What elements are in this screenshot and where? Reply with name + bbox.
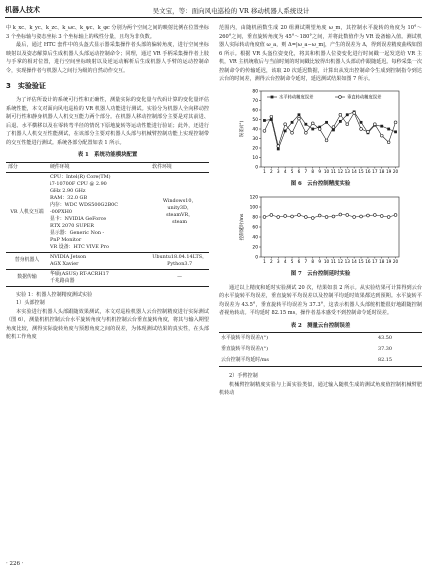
x-tick-label: 4 [283,259,286,264]
data-point [311,121,314,124]
y-tick-label: 80 [251,89,258,95]
paragraph: 本实验进行机器人头部跟随效果测试，本文对巡检机器人云台控制精度进行实际测试（图 6），测量机机控制云台水平旋转角度与机机控制云台垂直旋转角度，将其与输入期望角度比较，测得实际旋转角度与预想角度之间的误差，为体现测试结果的真实性，在头部舵机工作角度 [6,308,209,340]
x-tick-label: 6 [297,168,300,174]
error-table [219,332,422,367]
data-point [283,215,286,218]
table-row [6,252,209,269]
x-tick-label: 16 [364,259,371,264]
cell-line: steam [172,219,188,225]
y-tick-label: 40 [251,127,258,133]
data-point [318,127,321,130]
y-tick-label: 120 [249,195,258,201]
data-point [359,120,362,123]
left-column [6,24,209,342]
table-cell [48,269,150,286]
cell-line: 显卡：NVIDIA GeForce [50,215,107,222]
data-point [290,120,293,123]
data-point [345,113,348,116]
paragraph: 最后，通过 HTC 套件中的头盔式显示器采集操作者头部的偏转角度，进行空间坐标映射以及姿态解算后生成机器人头部运动控制命令；同理，通过 VR 手柄采集操作者上肢与手掌的相对位置，进行空间坐标映射以及逆运动解析后生成机器人手臂的运动控制命令，实现操作者与机器人之间行为级的自然动作交互。 [6,42,209,74]
cell-line: RTX 2070 SUPER [50,222,94,229]
data-point [373,122,376,125]
table-header: 软件环境 [150,162,209,172]
table-cell: 替身机器人 [6,252,48,269]
paragraph: 机械臂控制精度实验与上面实验类似，通过输入随机生成的测试角度值控制机械臂肥机转动 [219,381,422,396]
cell-line: GHz 2.90 GHz [50,187,86,194]
data-point [263,119,266,122]
data-point [352,111,355,114]
table-caption: 表 1 系统功能模块配置 [77,152,138,158]
plot-frame [261,91,399,167]
data-point [352,216,355,219]
table-row [219,333,422,345]
paragraph: 1）头部控制 [16,300,45,306]
data-point [283,129,286,132]
data-point [338,120,341,123]
data-point [311,127,314,130]
x-tick-label: 3 [276,259,280,264]
x-tick-label: 19 [385,259,391,264]
data-point [380,134,383,137]
data-point [387,140,390,143]
data-point [276,216,279,219]
cell-line: Windows10， [162,198,197,204]
right-column [219,24,422,398]
cell-line: 千兆路由器 [50,277,75,284]
data-point [304,216,307,219]
table-header: 部分 [6,162,48,172]
x-tick-label: 9 [317,259,321,264]
data-point [276,144,279,147]
data-point [276,147,279,150]
cell-line: Ubuntu18.04.14LTS， [152,253,207,260]
x-tick-label: 3 [276,168,280,174]
data-point [263,129,266,132]
data-point [297,214,300,217]
table-caption: 表 2 测量云台控制误差 [290,322,351,329]
data-point [380,215,383,218]
cell-line: AGX Xavier [50,260,79,267]
y-tick-label: 80 [251,215,258,221]
figure-caption: 图 6 云台控制精度实验 [290,180,351,187]
legend-marker [338,95,341,98]
y-tick-label: 40 [251,235,258,241]
data-point [311,217,314,220]
x-tick-label: 14 [350,168,357,174]
data-point [394,214,397,217]
data-point [325,139,328,142]
y-tick-label: 20 [251,146,258,152]
y-tick-label: 10 [251,155,258,161]
plot-frame [261,197,399,257]
running-header [5,3,422,18]
running-title: 吴文宝，等：面向风电巡检的 VR 移动机器人系统设计 [152,6,310,15]
paragraph: 2）手臂控制 [229,373,258,379]
x-tick-label: 18 [378,168,384,174]
y-tick-label: 30 [251,136,258,142]
x-tick-label: 13 [344,168,350,174]
data-point [297,117,300,120]
journal-name: 机器人技术 [5,6,40,14]
cell-line: steamVR， [166,212,194,218]
table-row [6,269,209,286]
legend-marker [270,95,273,98]
data-point [387,127,390,130]
table-header: 硬件环境 [48,162,150,172]
y-tick-label: 50 [251,117,258,123]
paragraph: 实验 1：机器人控制精度测试实验 [16,291,93,298]
x-tick-label: 14 [350,259,357,264]
x-tick-label: 8 [310,259,314,264]
x-tick-label: 9 [317,168,321,174]
x-tick-label: 15 [357,259,364,264]
cell-line: NVIDIA Jetson [50,253,87,260]
figure-caption: 图 7 云台控制延时实验 [290,271,351,277]
data-point [359,215,362,218]
cell-line: 华硕(ASUS) RT-ACRH17 [50,270,109,277]
x-tick-label: 17 [371,259,378,264]
paragraph: 为了评估所设计的系统可行性和正确性，测量实际的变化量与代码计算的变化量评估系统性能，本文对面向风电巡检的 VR 机器人功能进行测试。实验分为机器人全向移动控制可行性和静身机器人人机交互能力两个部分。在机器人移动控制部分主要是对其前进、后退、水平横移以及在零转弯半径的情况下原地旋转等运动性能进行验证；此外，还进行了机器人人机交互性能测试，在该部分主要对机器人头部与机械臂控制功能上实现控制带的交互性能进行测试。系统各部分配置如表 1 所示。 [6,97,209,146]
x-tick-label: 4 [283,168,286,174]
latency-chart [237,193,405,269]
data-point [304,122,307,125]
y-tick-label: 60 [251,108,258,114]
cell-line: Python3.7 [167,260,193,267]
paragraph: 通过以上精度和延时实验测试 20 次，结果如表 2 所示。从实验结果可计算得到云台的水平旋转平均误差，垂直旋转平均误差以及控制平均延时效果都达到预期。水平旋转平均误差为 43.5°，垂直旋转平均误差为 37.3°，这表示机器人头部舵机能很好地跟随控制者视角转动。平均延时 82.15 ms，操作者基本感受不到控制命令延时误差。 [219,284,422,316]
series-line [264,112,395,145]
x-tick-label: 19 [385,168,391,174]
x-tick-label: 5 [290,168,293,174]
x-tick-label: 13 [344,259,350,264]
x-tick-label: 20 [392,259,398,264]
data-point [366,130,369,133]
table-cell: 垂直旋转平均误差/(°) [221,346,269,352]
table-cell [48,252,150,269]
section-heading: 3 实验验证 [6,82,46,90]
table-cell [150,172,209,252]
x-tick-label: 11 [330,168,336,174]
x-tick-label: 10 [323,259,329,264]
table-cell: VR 人机交互端 [6,172,48,252]
y-axis-label: 误差/(°) [239,120,245,137]
cell-line: CPU：Intel(R) Core(TM) [50,173,111,180]
x-tick-label: 2 [269,168,273,174]
data-point [325,216,328,219]
cell-line: -00PXH0 [50,208,73,215]
data-point [394,130,397,133]
y-axis-label: 控制延时/ms [239,213,245,241]
data-point [387,216,390,219]
table-row [219,344,422,355]
data-point [318,214,321,217]
x-tick-label: 7 [304,168,307,174]
table-cell [150,269,209,286]
y-tick-label: 70 [251,98,258,104]
y-tick-label: 100 [249,205,258,211]
x-tick-label: 1 [262,168,266,174]
table-cell [150,252,209,269]
data-point [325,120,328,123]
x-tick-label: 7 [304,259,307,264]
x-tick-label: 5 [290,259,293,264]
accuracy-chart [237,87,405,179]
data-point [269,115,272,118]
x-tick-label: 11 [330,259,336,264]
data-point [338,213,341,216]
data-point [269,214,272,217]
cell-line: 内存：WDC WDS500G2B0C [50,201,119,208]
data-point [332,215,335,218]
cell-line: PnP Monitor [50,236,82,243]
data-point [297,113,300,116]
x-tick-label: 12 [337,259,343,264]
data-point [290,215,293,218]
table-row [219,355,422,367]
data-point [394,120,397,123]
x-tick-label: 15 [357,168,364,174]
table-cell: 水平旋转平均误差/(°) [221,335,269,341]
paragraph: 范围内，由随机函数生成 20 组测试期望角度 ω_m，其控制水平旋转的角度为 10°～260°之间，垂直旋转角度为 45°～180°之间，并将此数值作为 VR 设备输入值。测试机器人实际转动角度值 ω_a，则 Δ=|ω_a−ω_m|，产生的误差为 Δ，得到误差精度曲线如图 6 所示。根据 VR 头盔位姿变化，将其和机器人位姿变化进行时间戳一起发送给 VR 主机，VR 主机统收后与当前时刻的时间戳比较得出机器人头部动作跟随延迟。每秒采集一次控制命令的传输延迟，该取 20 次延迟数据，计算出从发出控制命令生成到控制指令到达云台的时间差，测得云台控制命令延时，延迟测试结果如图 7 所示。 [219,25,422,82]
data-point [283,122,286,125]
x-tick-label: 17 [371,168,378,174]
data-point [359,127,362,130]
data-point [263,216,266,219]
x-tick-label: 18 [378,259,384,264]
x-tick-label: 2 [269,259,273,264]
paragraph: 中 k_xc、k_yc、k_zc、k_ωc、k_ψc、k_φc 分别为两个空间之间的映射比例在位置坐标 3 个坐标轴与姿态坐标 3 个坐标轴上的线性分量，且均为非负数。 [6,25,209,40]
data-point [366,214,369,217]
cell-line: RAM：32.0 GB [50,194,88,201]
x-tick-label: 8 [310,168,314,174]
data-point [332,125,335,128]
page-number: · 226 · [6,561,24,567]
x-tick-label: 6 [297,259,300,264]
data-point [373,214,376,217]
data-point [380,124,383,127]
data-point [338,113,341,116]
legend-label: 垂直转动精度误差 [346,95,381,101]
data-point [290,131,293,134]
cell-line: VR 设备：HTC VIVE Pro [50,243,109,250]
x-tick-label: 10 [323,168,329,174]
table-cell [48,172,150,252]
table-cell: 43.50 [377,335,392,341]
table-cell: 37.30 [377,346,392,352]
legend-label: 水平转动精度误差 [278,95,313,101]
x-tick-label: 16 [364,168,371,174]
cell-line: — [177,274,183,280]
table-cell: 82.15 [377,357,392,363]
data-point [345,214,348,217]
cell-line: unity3D， [167,205,192,211]
y-tick-label: 0 [254,165,258,171]
y-tick-label: 0 [254,255,258,261]
table-cell: 云台控制平均延时/ms [221,357,269,363]
cell-line: i7-10700F CPU @ 2.90 [50,180,107,187]
x-tick-label: 20 [392,168,398,174]
table-cell: 数据传输 [6,269,48,286]
table-row [6,172,209,252]
cell-line: 显示器：Generic Non - [50,229,105,236]
config-table [6,162,209,287]
x-tick-label: 12 [337,168,343,174]
y-tick-label: 60 [251,225,258,231]
data-point [304,131,307,134]
x-tick-label: 1 [262,259,266,264]
data-point [345,122,348,125]
y-tick-label: 20 [251,245,258,251]
